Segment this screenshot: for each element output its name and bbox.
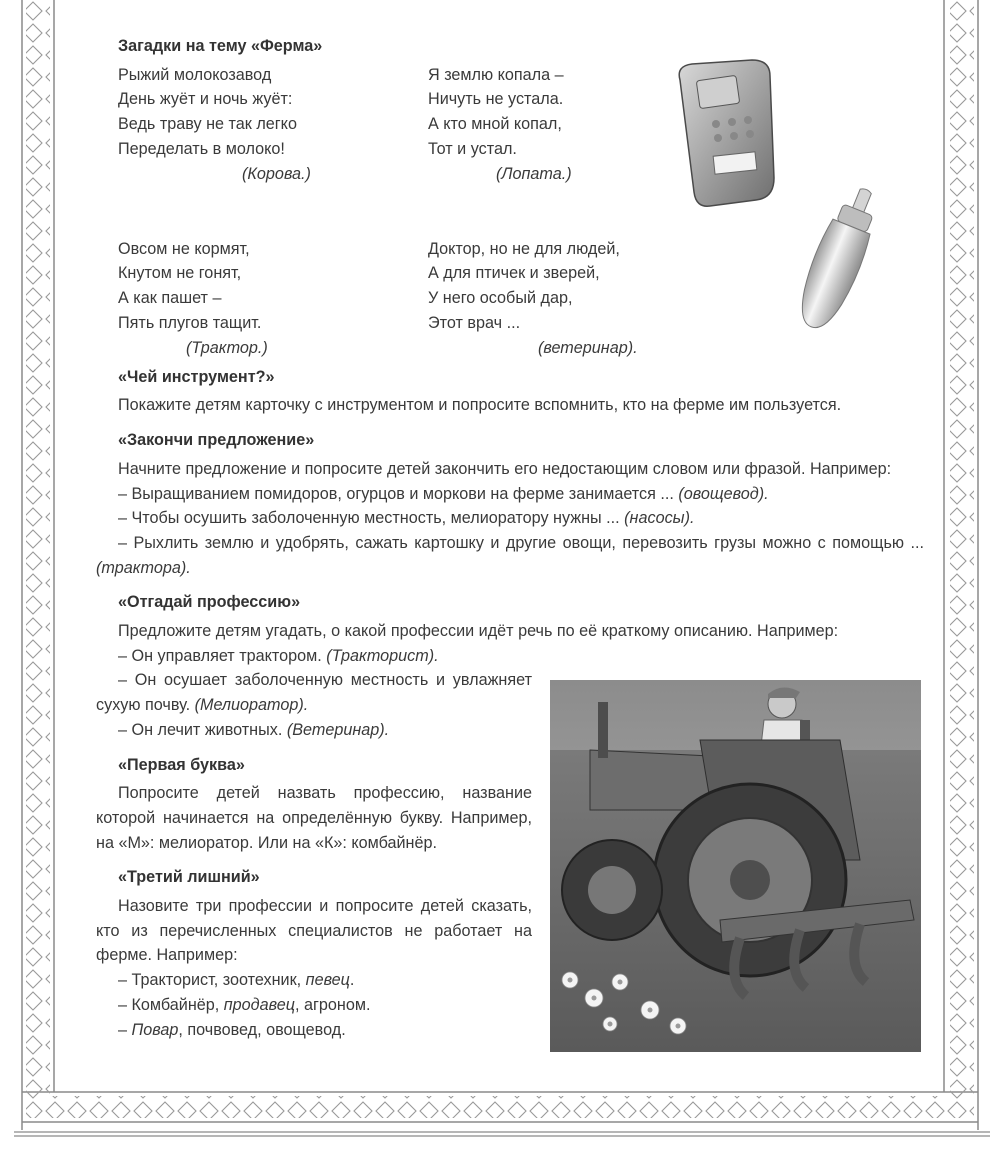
riddle-line: Этот врач ... bbox=[428, 313, 521, 332]
item-text: – Он управляет трактором. bbox=[118, 646, 327, 665]
riddle-line: А как пашет – bbox=[118, 289, 222, 308]
riddle-line: Доктор, но не для людей, bbox=[428, 239, 620, 258]
section-text: Назовите три профессии и попросите детей сказать, кто из перечисленных специалистов не работает на ферме. Например: bbox=[96, 897, 532, 965]
item-answer: (насосы). bbox=[624, 509, 695, 528]
riddle-line: Ничуть не устала. bbox=[428, 90, 564, 109]
section-text: Начните предложение и попросите детей закончить его недостающим словом или фразой. Например: bbox=[118, 459, 892, 478]
section-text: Предложите детям угадать, о какой профессии идёт речь по её краткому описанию. Например: bbox=[118, 622, 839, 641]
riddle-line: У него особый дар, bbox=[428, 289, 573, 308]
section-text: Попросите детей назвать профессию, название которой начинается на определённую букву. Например, на «М»: мелиоратор. Или на «К»: комбайнёр. bbox=[96, 784, 532, 852]
item-text: , агроном. bbox=[294, 995, 371, 1014]
riddles-title: Загадки на тему «Ферма» bbox=[118, 37, 323, 55]
item-text: . bbox=[349, 971, 355, 990]
item-text: – Комбайнёр, bbox=[118, 995, 224, 1014]
riddle-cow bbox=[118, 63, 311, 187]
riddle-line: А для птичек и зверей, bbox=[428, 264, 600, 283]
riddle-vet bbox=[428, 237, 638, 361]
list-item bbox=[96, 968, 532, 993]
list-item bbox=[96, 1018, 532, 1043]
item-odd-word: Повар bbox=[131, 1020, 179, 1039]
item-text: – Он осушает заболоченную местность и увлажняет сухую почву. bbox=[96, 671, 532, 715]
section-heading: «Отгадай профессию» bbox=[118, 593, 301, 612]
item-text: – Он лечит животных. bbox=[118, 720, 287, 739]
riddle-answer: (ветеринар). bbox=[538, 338, 638, 357]
item-odd-word: продавец bbox=[223, 995, 295, 1014]
section-heading: «Третий лишний» bbox=[118, 868, 260, 887]
riddle-answer: (Лопата.) bbox=[496, 164, 572, 183]
riddles-block bbox=[96, 59, 924, 357]
riddle-line: Пять плугов тащит. bbox=[118, 313, 262, 332]
section-finish-sentence bbox=[96, 428, 924, 580]
item-text: – bbox=[118, 1020, 132, 1039]
item-answer: (овощевод). bbox=[678, 484, 769, 503]
list-item bbox=[96, 993, 532, 1018]
section-first-letter bbox=[96, 753, 532, 856]
list-item bbox=[96, 506, 924, 531]
riddle-line: Рыжий молокозавод bbox=[118, 65, 272, 84]
riddle-line: Переделать в молоко! bbox=[118, 139, 285, 158]
list-item bbox=[96, 668, 532, 717]
riddle-line: Тот и устал. bbox=[428, 139, 517, 158]
item-answer: (Мелиоратор). bbox=[194, 696, 309, 715]
section-text: Покажите детям карточку с инструментом и попросите вспомнить, кто на ферме им пользуется. bbox=[118, 396, 842, 415]
section-heading: «Первая буква» bbox=[118, 755, 245, 774]
item-text: – Рыхлить землю и удобрять, сажать картошку и другие овощи, перевозить грузы можно с помощью ... bbox=[118, 533, 924, 552]
riddle-tractor bbox=[118, 237, 268, 361]
riddle-shovel bbox=[428, 63, 572, 187]
riddle-answer: (Корова.) bbox=[242, 164, 311, 183]
section-odd-one-out bbox=[96, 865, 532, 1042]
item-text: , почвовед, овощевод. bbox=[178, 1020, 346, 1039]
section-instrument bbox=[96, 365, 924, 418]
list-item bbox=[96, 644, 924, 669]
riddle-line: Ведь траву не так легко bbox=[118, 115, 297, 134]
list-item bbox=[96, 482, 924, 507]
riddle-line: Кнутом не гонят, bbox=[118, 264, 242, 283]
section-heading: «Чей инструмент?» bbox=[118, 367, 275, 386]
riddle-line: Овсом не кормят, bbox=[118, 239, 250, 258]
riddle-line: День жуёт и ночь жуёт: bbox=[118, 90, 293, 109]
item-answer: (трактора). bbox=[96, 558, 191, 577]
item-answer: (Ветеринар). bbox=[286, 720, 390, 739]
list-item bbox=[96, 531, 924, 580]
item-text: – Чтобы осушить заболоченную местность, мелиоратору нужны ... bbox=[118, 509, 625, 528]
riddle-line: А кто мной копал, bbox=[428, 115, 562, 134]
item-odd-word: певец bbox=[305, 971, 350, 990]
riddle-line: Я землю копала – bbox=[428, 65, 564, 84]
item-text: – Выращиванием помидоров, огурцов и моркови на ферме занимается ... bbox=[118, 484, 679, 503]
item-answer: (Тракторист). bbox=[326, 646, 439, 665]
section-guess-profession bbox=[96, 590, 924, 742]
page-content bbox=[96, 34, 924, 1042]
item-text: – Тракторист, зоотехник, bbox=[118, 971, 306, 990]
riddle-answer: (Трактор.) bbox=[186, 338, 268, 357]
list-item bbox=[96, 718, 924, 743]
section-heading: «Закончи предложение» bbox=[118, 431, 315, 450]
